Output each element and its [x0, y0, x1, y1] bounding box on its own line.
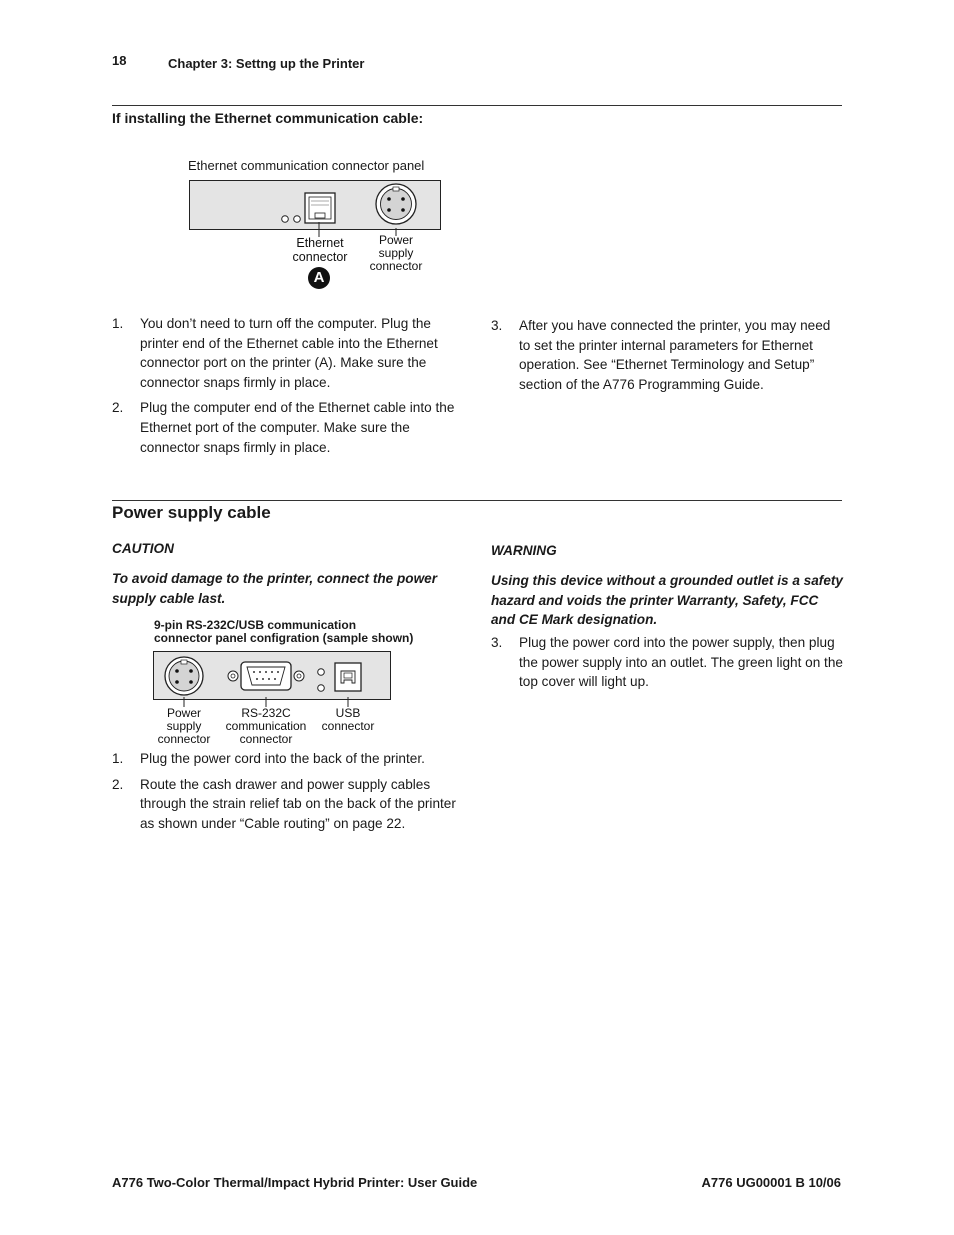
header-rule: [112, 105, 842, 106]
callout-a-badge: A: [308, 267, 330, 289]
rs232-db9-port-icon: [228, 662, 304, 690]
ethernet-steps-right: [491, 316, 843, 400]
ethernet-steps-left: [112, 314, 457, 463]
power-din-port-icon: [376, 184, 416, 224]
list-item: 1. You don’t need to turn off the computer. Plug the printer end of the Ethernet cable into the Ethernet connector port on the printer (A). Make sure the connector snaps firmly in place.: [112, 316, 438, 390]
usb-port-icon: [335, 663, 361, 691]
footer-guide-title: A776 Two-Color Thermal/Impact Hybrid Printer: User Guide: [112, 1175, 478, 1190]
caution-heading: CAUTION: [112, 541, 174, 556]
list-item: 3. Plug the power cord into the power supply, then plug the power supply into an outlet. The green light on the top cover will light up.: [491, 635, 843, 690]
led-indicator: [318, 669, 325, 676]
led-indicator: [318, 685, 325, 692]
ethernet-port-icon: [305, 193, 335, 223]
warning-text: Using this device without a grounded outlet is a safety hazard and voids the printer Warranty, Safety, FCC and CE Mark designation.: [491, 573, 843, 628]
list-item: 2. Plug the computer end of the Ethernet cable into the Ethernet port of the computer. Make sure the connector snaps firmly in place.: [112, 400, 455, 455]
list-item: 3. After you have connected the printer, you may need to set the printer internal parameters for Ethernet operation. See “Ethernet Terminology and Setup” section of the A776 Programming Guide.: [491, 318, 831, 392]
rs232-figure-caption: 9-pin RS-232C/USB communication connector panel configration (sample shown): [154, 618, 414, 645]
ethernet-subheading: If installing the Ethernet communication cable:: [112, 110, 424, 126]
footer-doc-id: A776 UG00001 B 10/06: [701, 1175, 841, 1190]
power-supply-connector-label: Power supply connector: [369, 233, 423, 273]
list-item: 1. Plug the power cord into the back of the printer.: [112, 751, 425, 766]
power-supply-connector-label: Power supply connector: [157, 706, 211, 746]
list-item: 2. Route the cash drawer and power supply cables through the strain relief tab on the back of the printer as shown under “Cable routing” on page 22.: [112, 776, 456, 831]
rs232-connector-label: RS-232C communication connector: [225, 706, 307, 746]
led-indicator: [294, 216, 301, 223]
rs232-usb-connector-panel: [153, 651, 391, 700]
caution-text: To avoid damage to the printer, connect the power supply cable last.: [112, 571, 438, 606]
power-steps-right: [491, 633, 843, 698]
page-number: 18: [112, 53, 127, 68]
ethernet-connector-label: Ethernet connector: [292, 236, 348, 264]
section-rule: [112, 500, 842, 501]
ethernet-figure-caption: Ethernet communication connector panel: [188, 158, 425, 173]
led-indicator: [282, 216, 289, 223]
power-steps-left: [112, 749, 457, 839]
warning-heading: WARNING: [491, 543, 557, 558]
chapter-title: Chapter 3: Settng up the Printer: [168, 56, 365, 71]
rs232-panel-drawing: [153, 651, 391, 700]
usb-connector-label: USB connector: [321, 706, 375, 733]
power-din-port-icon: [165, 657, 203, 695]
power-section-title: Power supply cable: [112, 503, 271, 522]
